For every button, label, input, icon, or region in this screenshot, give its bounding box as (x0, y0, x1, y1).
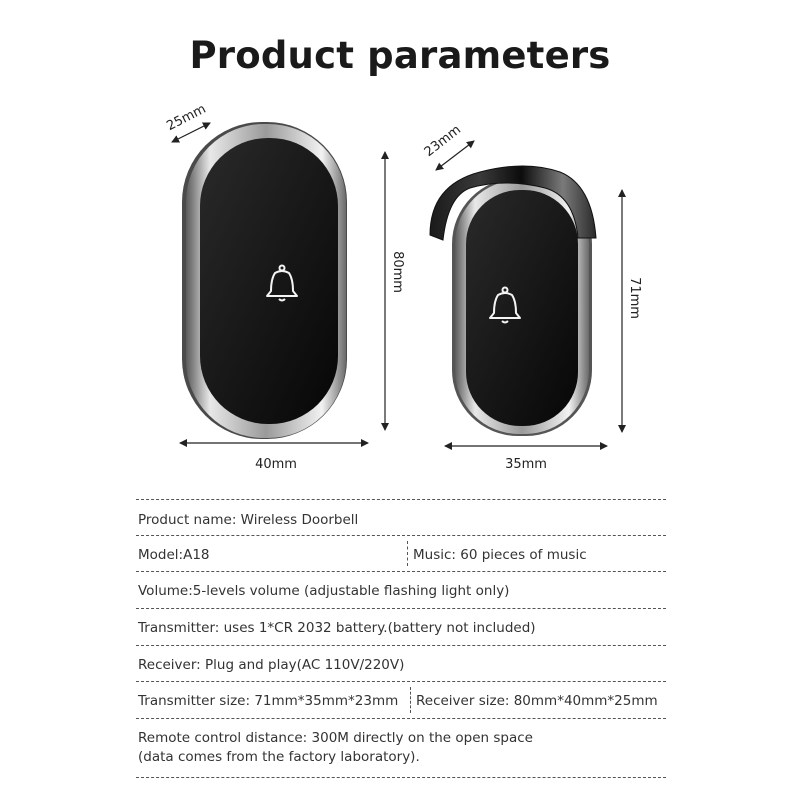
receiver-width-label: 40mm (255, 457, 297, 472)
music-text: Music: 60 pieces of music (413, 547, 587, 563)
volume-text: Volume:5-levels volume (adjustable flashing light only) (138, 583, 510, 599)
page-title: Product parameters (189, 34, 611, 77)
spec-divider (407, 541, 408, 566)
receiver-size-text: Receiver size: 80mm*40mm*25mm (416, 693, 658, 709)
spec-divider (410, 687, 411, 713)
spec-row-product-name (136, 499, 666, 535)
spec-row-receiver (136, 645, 666, 681)
transmitter-width-label: 35mm (505, 457, 547, 472)
model-text: Model:A18 (138, 547, 210, 563)
spec-table (136, 499, 666, 778)
remote-note-text: (data comes from the factory laboratory). (138, 749, 420, 765)
receiver-depth-label: 25mm (164, 101, 209, 135)
spec-row-model-music (136, 535, 666, 571)
receiver-height-label: 80mm (390, 251, 405, 293)
receiver-device (182, 122, 347, 439)
spec-row-transmitter (136, 608, 666, 645)
transmitter-device (430, 166, 596, 436)
remote-distance-text: Remote control distance: 300M directly on the open space (138, 730, 533, 746)
spec-row-remote (136, 718, 666, 778)
transmitter-text: Transmitter: uses 1*CR 2032 battery.(battery not included) (138, 620, 536, 636)
spec-row-sizes (136, 681, 666, 718)
transmitter-height-label: 71mm (627, 277, 642, 319)
transmitter-depth-label: 23mm (421, 122, 464, 161)
transmitter-size-text: Transmitter size: 71mm*35mm*23mm (138, 693, 399, 709)
receiver-text: Receiver: Plug and play(AC 110V/220V) (138, 657, 405, 673)
spec-row-volume (136, 571, 666, 608)
product-name-text: Product name: Wireless Doorbell (138, 512, 359, 528)
